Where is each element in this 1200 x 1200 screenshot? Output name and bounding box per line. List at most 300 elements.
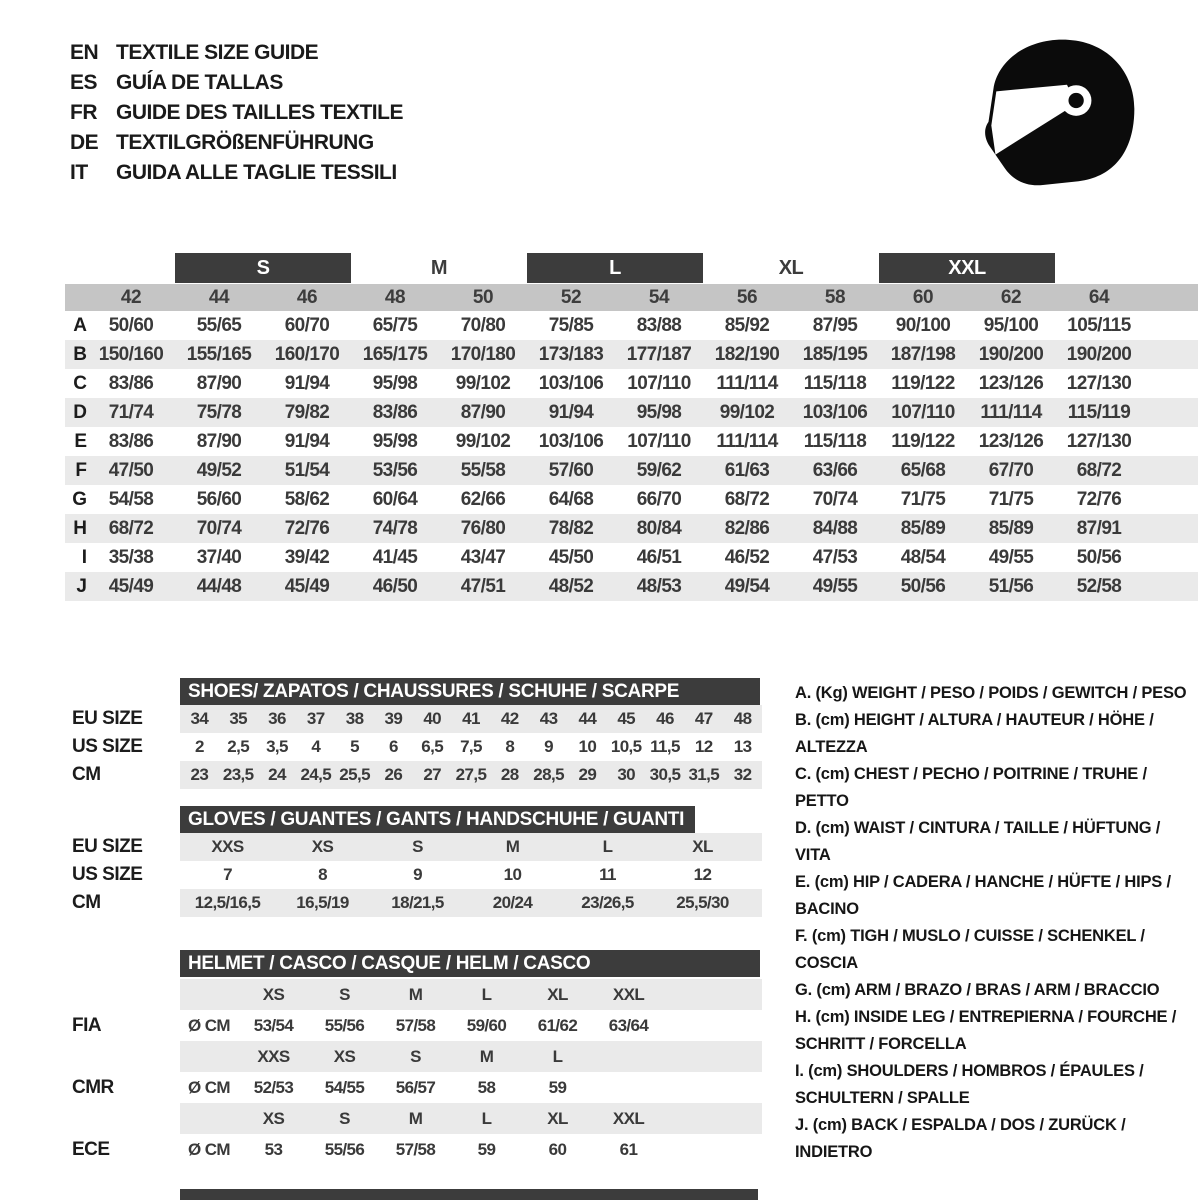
row-letter: I [81,546,87,568]
helmet-size-label: S [339,1108,350,1128]
row-letter: C [73,372,87,394]
size-value: 107/110 [627,430,691,452]
size-value: 99/102 [719,401,775,423]
size-value: 177/187 [626,343,692,365]
helmet-size-value: 55/56 [324,1139,365,1159]
size-value: 71/74 [108,401,154,423]
size-value: 85/89 [988,517,1034,539]
helmet-value-row [72,1010,772,1041]
size-value: 71/75 [900,488,946,510]
size-value: 48/52 [548,575,594,597]
row-cells [180,861,762,889]
size-cell: 31,5 [688,765,720,784]
size-value: 103/106 [538,372,604,394]
size-value: 47/50 [108,459,154,481]
size-value: 68/72 [108,517,154,539]
size-value: 43/47 [460,546,506,568]
size-value: 65/75 [372,314,418,336]
size-value: 83/88 [636,314,682,336]
size-value: 35/38 [108,546,154,568]
size-value: 170/180 [450,343,516,365]
size-value: 49/55 [812,575,858,597]
numeric-size: 62 [1000,286,1022,308]
size-cell: 4 [311,737,321,756]
section-header-row [72,948,772,979]
section-title-bar: GLOVES / GUANTES / GANTS / HANDSCHUHE / GUANTI [180,806,695,833]
size-value: 190/200 [978,343,1044,365]
size-cell: 9 [413,865,422,884]
helmet-size-value: 58 [477,1077,496,1097]
row-cells [180,889,762,917]
helmet-size-value: 53 [264,1139,283,1159]
helmet-size-value: 60 [548,1139,567,1159]
size-value: 70/80 [460,314,506,336]
legend-item: A. (Kg) WEIGHT / PESO / POIDS / GEWITCH / PESO [795,684,1187,702]
size-value: 160/170 [274,343,340,365]
size-cell: 41 [462,709,480,728]
size-value: 74/78 [372,517,418,539]
measure-row-j [65,572,1198,601]
size-cell: 7,5 [460,737,482,756]
size-value: 63/66 [812,459,858,481]
size-cell: 40 [423,709,442,728]
size-value: 46/52 [724,546,770,568]
size-cell: 47 [694,709,713,728]
row-cells [180,1134,762,1165]
helmet-size-value: 59 [548,1077,567,1097]
row-label: EU SIZE [72,836,143,857]
helmet-size-value: 59 [477,1139,496,1159]
size-value: 50/56 [1076,546,1122,568]
size-cell: 10,5 [610,737,642,756]
size-cell: S [412,837,423,856]
row-label: US SIZE [72,736,143,757]
size-value: 60/70 [284,314,330,336]
row-letter: B [73,343,87,365]
size-group-l: L [527,253,703,283]
size-value: 59/62 [636,459,682,481]
size-value: 95/98 [372,372,418,394]
row-cells [180,979,762,1010]
size-row [72,889,772,917]
size-cell: M [505,837,520,856]
size-cell: 26 [384,765,403,784]
numeric-size: 64 [1088,286,1110,308]
size-value: 85/92 [724,314,770,336]
numeric-size-row [65,284,1198,311]
size-value: 85/89 [900,517,946,539]
size-value: 84/88 [812,517,858,539]
helmet-size-label: XXL [612,984,645,1004]
size-cell: 24 [268,765,286,784]
legend-item: J. (cm) BACK / ESPALDA / DOS / ZURÜCK / INDIETRO [795,1116,1126,1161]
size-value: 103/106 [538,430,604,452]
helmet-size-label: L [552,1046,563,1066]
size-value: 56/60 [196,488,242,510]
textile-size-table [65,253,1198,601]
size-value: 47/51 [460,575,506,597]
size-value: 87/91 [1076,517,1122,539]
row-label: CM [72,892,101,913]
helmet-size-label: XS [262,1108,285,1128]
size-cell: 9 [544,737,554,756]
size-value: 48/53 [636,575,682,597]
size-cell: 16,5/19 [296,893,349,912]
helmet-size-value: 56/57 [395,1077,436,1097]
size-value: 111/114 [980,401,1042,423]
size-value: 37/40 [196,546,242,568]
size-cell: 28 [500,765,519,784]
helmet-size-label: XS [333,1046,356,1066]
size-value: 95/98 [372,430,418,452]
size-value: 111/114 [716,372,778,394]
helmet-size-value: 61 [619,1139,638,1159]
helmet-size-label: M [408,1108,423,1128]
size-cell: 44 [578,709,597,728]
legend-item: G. (cm) ARM / BRAZO / BRAS / ARM / BRACCIO [795,981,1160,999]
section-title-bar: HELMET / CASCO / CASQUE / HELM / CASCO [180,950,760,977]
gloves-size-table [72,805,772,917]
size-cell: 5 [350,737,360,756]
size-cell: 43 [539,709,558,728]
helmet-size-label: M [479,1046,494,1066]
language-title: GUÍA DE TALLAS [116,71,283,94]
legend-item: D. (cm) WAIST / CINTURA / TAILLE / HÜFTUNG / VITA [795,819,1161,864]
size-cell: 2 [194,737,204,756]
row-letter: H [73,517,87,539]
size-value: 75/85 [548,314,594,336]
size-value: 76/80 [460,517,506,539]
size-value: 49/52 [196,459,242,481]
size-cell: 27 [423,765,442,784]
size-cell: 23,5 [222,765,254,784]
size-row [72,861,772,889]
helmet-size-value: 52/53 [253,1077,294,1097]
size-value: 80/84 [636,517,682,539]
row-cells [180,1041,762,1072]
size-cell: 23/26,5 [581,893,634,912]
size-value: 185/195 [802,343,868,365]
size-value: 165/175 [362,343,428,365]
cutoff-section-bar [180,1189,758,1200]
size-cell: 42 [500,709,519,728]
diameter-unit-label: Ø CM [188,1077,230,1097]
size-cell: 10 [503,865,522,884]
helmet-size-label: XL [547,984,568,1004]
language-code: ES [70,71,98,94]
helmet-size-label: S [339,984,350,1004]
size-value: 83/86 [372,401,418,423]
size-value: 47/53 [812,546,858,568]
legend-item: B. (cm) HEIGHT / ALTURA / HAUTEUR / HÖHE / ALTEZZA [795,711,1154,756]
size-value: 105/115 [1067,314,1131,336]
helmet-size-label: XXL [612,1108,645,1128]
row-cells [180,733,762,761]
size-group-row [65,253,1198,283]
row-letter: F [75,459,87,481]
size-value: 50/60 [108,314,154,336]
size-cell: 39 [384,709,403,728]
size-cell: XXS [211,837,244,856]
language-title: TEXTILE SIZE GUIDE [116,41,319,64]
size-value: 187/198 [890,343,956,365]
size-value: 64/68 [548,488,594,510]
language-title: GUIDE DES TAILLES TEXTILE [116,101,403,124]
size-cell: 3,5 [266,737,288,756]
section-header-row [72,677,772,705]
measure-row-i [65,543,1198,572]
size-value: 66/70 [636,488,682,510]
size-value: 91/94 [284,430,330,452]
numeric-size: 54 [648,286,670,308]
size-value: 65/68 [900,459,946,481]
size-value: 115/119 [1067,401,1131,423]
measure-row-h [65,514,1198,543]
size-row [72,833,772,861]
size-value: 107/110 [891,401,955,423]
size-value: 55/58 [460,459,506,481]
size-value: 53/56 [372,459,418,481]
size-value: 173/183 [538,343,604,365]
language-code: FR [70,101,97,124]
size-value: 67/70 [988,459,1034,481]
numeric-size: 42 [120,286,142,308]
size-value: 123/126 [978,430,1044,452]
measurement-legend [795,680,1199,1166]
helmet-size-value: 59/60 [466,1015,507,1035]
size-value: 103/106 [802,401,868,423]
size-value: 127/130 [1066,372,1132,394]
numeric-size: 60 [912,286,934,308]
size-value: 99/102 [455,430,511,452]
size-value: 54/58 [108,488,154,510]
size-value: 123/126 [978,372,1044,394]
size-cell: 11 [599,865,616,884]
legend-item: I. (cm) SHOULDERS / HOMBROS / ÉPAULES / SCHULTERN / SPALLE [795,1062,1144,1107]
size-value: 95/98 [636,401,682,423]
helmet-size-label: XS [262,984,285,1004]
helmet-size-label: XXS [257,1046,290,1066]
helmet-size-label: XL [547,1108,568,1128]
measure-row-g [65,485,1198,514]
size-value: 48/54 [900,546,946,568]
helmet-value-row [72,1072,772,1103]
size-cell: 6 [388,737,398,756]
legend-item: C. (cm) CHEST / PECHO / POITRINE / TRUHE / PETTO [795,765,1147,810]
language-title: GUIDA ALLE TAGLIE TESSILI [116,161,397,184]
size-value: 83/86 [108,372,154,394]
size-value: 52/58 [1076,575,1122,597]
standard-label: ECE [72,1138,110,1160]
language-title-list [70,38,403,188]
size-cell: 34 [190,709,209,728]
helmet-size-header-row [72,979,772,1010]
size-value: 119/122 [891,430,955,452]
helmet-size-table [72,948,772,1165]
standard-label: CMR [72,1076,114,1098]
helmet-size-value: 57/58 [395,1139,436,1159]
size-value: 49/54 [724,575,770,597]
size-value: 41/45 [372,546,418,568]
row-letter: A [73,314,87,336]
size-value: 95/100 [983,314,1039,336]
size-cell: 18/21,5 [391,893,444,912]
numeric-size: 56 [736,286,758,308]
numeric-size: 46 [296,286,318,308]
size-value: 72/76 [284,517,330,539]
size-value: 87/90 [196,430,242,452]
size-value: 119/122 [891,372,955,394]
size-cell: 7 [223,865,232,884]
size-value: 49/55 [988,546,1034,568]
size-group-xl: XL [778,256,804,279]
diameter-unit-label: Ø CM [188,1139,230,1159]
size-cell: 32 [733,765,752,784]
size-value: 46/51 [636,546,682,568]
size-cell: 12 [694,737,713,756]
language-title: TEXTILGRÖßENFÜHRUNG [116,131,374,154]
size-value: 78/82 [548,517,594,539]
size-value: 71/75 [988,488,1034,510]
helmet-size-value: 57/58 [395,1015,436,1035]
size-value: 91/94 [548,401,594,423]
size-group-m: M [430,256,448,279]
size-value: 70/74 [812,488,858,510]
size-value: 87/90 [196,372,242,394]
size-value: 45/50 [548,546,594,568]
size-value: 55/65 [196,314,242,336]
measure-row-d [65,398,1198,427]
row-label: EU SIZE [72,708,143,729]
size-cell: XS [311,837,334,856]
language-code: DE [70,131,99,154]
size-cell: 30 [617,765,636,784]
measure-row-b [65,340,1198,369]
helmet-size-label: L [481,1108,492,1128]
row-letter: J [76,575,87,597]
size-value: 150/160 [98,343,164,365]
row-cells [180,1010,762,1041]
size-cell: 12 [693,865,712,884]
row-letter: E [74,430,87,452]
size-cell: 20/24 [492,893,533,912]
size-value: 70/74 [196,517,242,539]
language-code: EN [70,41,99,64]
size-cell: 8 [505,737,515,756]
size-value: 50/56 [900,575,946,597]
size-value: 44/48 [196,575,242,597]
size-value: 107/110 [627,372,691,394]
section-title-bar: SHOES/ ZAPATOS / CHAUSSURES / SCHUHE / SCARPE [180,678,760,705]
size-value: 190/200 [1066,343,1132,365]
numeric-size: 48 [384,286,406,308]
size-cell: 13 [733,737,752,756]
size-cell: 25,5/30 [676,893,729,912]
helmet-value-row [72,1134,772,1165]
size-group-xxl: XXL [879,253,1055,283]
size-value: 115/118 [803,372,867,394]
size-cell: 36 [268,709,286,728]
size-row [72,761,772,789]
size-value: 115/118 [803,430,867,452]
measure-row-e [65,427,1198,456]
legend-item: F. (cm) TIGH / MUSLO / CUISSE / SCHENKEL / COSCIA [795,927,1145,972]
size-value: 68/72 [1076,459,1122,481]
size-cell: XL [692,837,713,856]
numeric-size: 58 [824,286,846,308]
size-value: 61/63 [724,459,770,481]
helmet-size-value: 55/56 [324,1015,365,1035]
helmet-size-header-row [72,1103,772,1134]
helmet-size-value: 61/62 [537,1015,578,1035]
size-value: 91/94 [284,372,330,394]
standard-label: FIA [72,1014,102,1036]
size-value: 90/100 [895,314,951,336]
size-value: 58/62 [284,488,330,510]
numeric-size: 52 [560,286,582,308]
row-cells [180,1072,762,1103]
row-label: US SIZE [72,864,143,885]
row-cells [180,705,762,733]
row-label: CM [72,764,101,785]
size-value: 82/86 [724,517,770,539]
helmet-size-value: 53/54 [253,1015,294,1035]
helmet-size-value: 63/64 [608,1015,649,1035]
size-cell: 30,5 [649,765,681,784]
size-cell: 23 [190,765,209,784]
size-value: 87/90 [460,401,506,423]
helmet-size-header-row [72,1041,772,1072]
language-code: IT [70,161,88,184]
size-cell: 48 [733,709,752,728]
size-value: 75/78 [196,401,242,423]
size-cell: 38 [345,709,364,728]
size-cell: 8 [318,865,327,884]
size-value: 45/49 [108,575,154,597]
size-value: 60/64 [372,488,418,510]
size-value: 57/60 [548,459,594,481]
row-cells [180,833,762,861]
helmet-size-label: S [410,1046,421,1066]
size-value: 79/82 [284,401,330,423]
size-cell: 10 [578,737,597,756]
size-value: 39/42 [284,546,330,568]
size-value: 87/95 [812,314,858,336]
size-row [72,733,772,761]
size-value: 62/66 [460,488,506,510]
measure-row-a [65,311,1198,340]
size-cell: 27,5 [455,765,487,784]
size-value: 182/190 [714,343,780,365]
helmet-size-label: M [408,984,423,1004]
size-row [72,705,772,733]
measure-row-c [65,369,1198,398]
size-cell: 46 [656,709,674,728]
section-header-row [72,805,772,833]
size-value: 46/50 [372,575,418,597]
legend-item: H. (cm) INSIDE LEG / ENTREPIERNA / FOURCHE / SCHRITT / FORCELLA [795,1008,1177,1053]
size-value: 111/114 [716,430,778,452]
size-cell: 35 [229,709,248,728]
size-cell: 29 [578,765,597,784]
legend-item: E. (cm) HIP / CADERA / HANCHE / HÜFTE / HIPS / BACINO [795,873,1171,918]
size-value: 127/130 [1066,430,1132,452]
size-value: 45/49 [284,575,330,597]
size-cell: 25,5 [339,765,370,784]
size-value: 99/102 [455,372,511,394]
size-value: 83/86 [108,430,154,452]
size-cell: 12,5/16,5 [194,893,261,912]
